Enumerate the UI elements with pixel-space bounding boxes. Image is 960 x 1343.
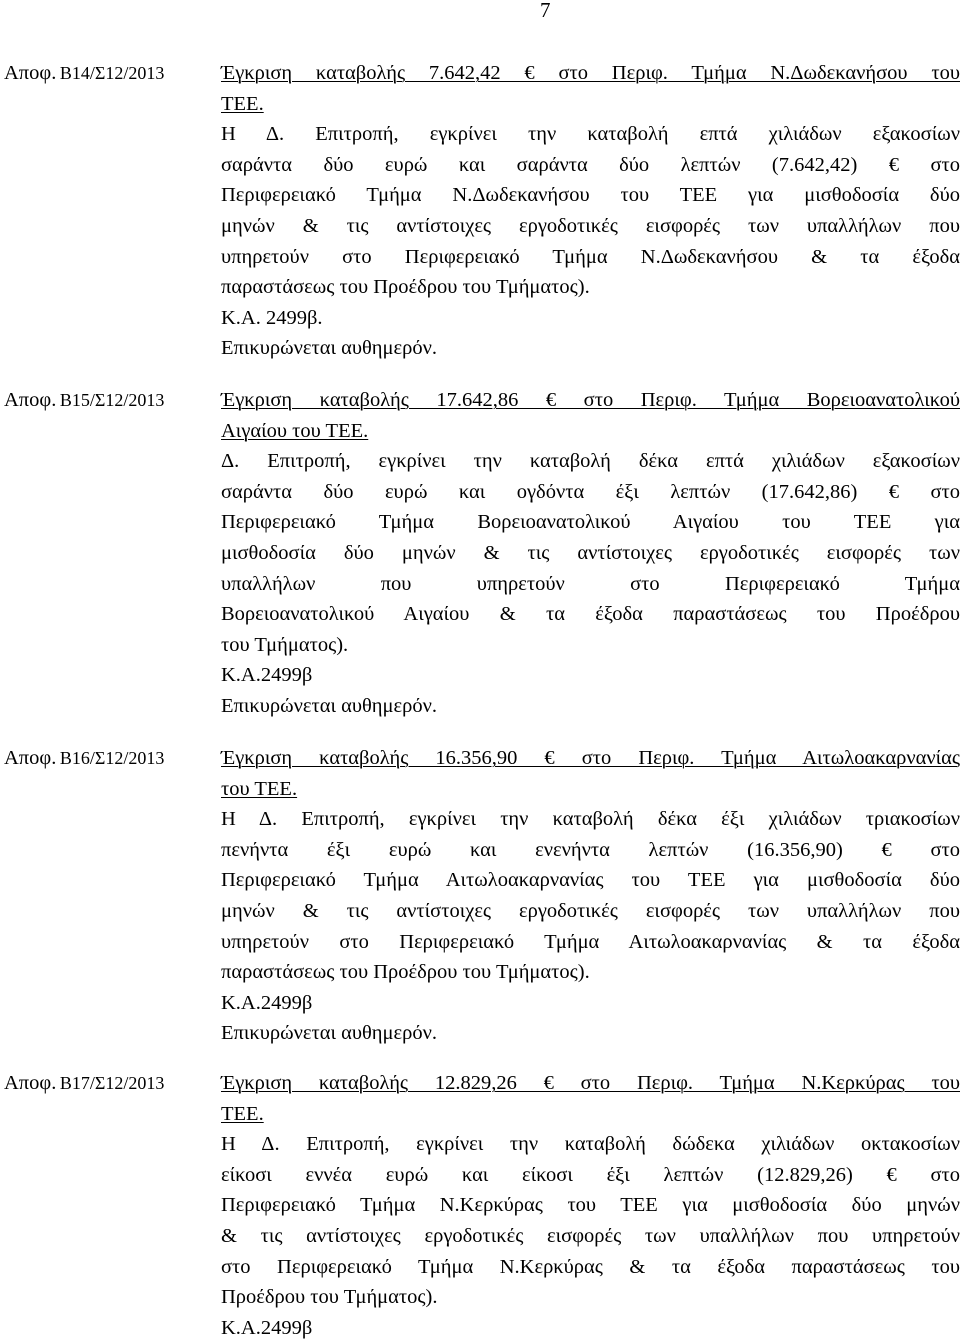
decision-body-line: Η Δ. Επιτροπή, εγκρίνει την καταβολή δέκα έξι χιλιάδων τριακοσίων bbox=[221, 808, 960, 831]
decision-body-line: μηνών & τις αντίστοιχες εργοδοτικές εισφορές των υπαλλήλων που bbox=[221, 899, 960, 922]
decision-code: Β15/Σ12/2013 bbox=[59, 390, 165, 410]
budget-code: Κ.Α. 2499β. bbox=[221, 306, 323, 329]
confirmation-text: Επικυρώνεται αυθημερόν. bbox=[221, 1022, 437, 1045]
decision-body-line: & τις αντίστοιχες εργοδοτικές εισφορές των υπαλλήλων που υπηρετούν bbox=[221, 1224, 960, 1247]
decision-code: Β14/Σ12/2013 bbox=[59, 63, 165, 83]
decision-body-line: του Τμήματος). bbox=[221, 633, 349, 656]
decision-body-line: Βορειοανατολικού Αιγαίου & τα έξοδα παραστάσεως του Προέδρου bbox=[221, 603, 960, 626]
decision-prefix: Αποφ. bbox=[4, 1072, 57, 1094]
decision-body-line: Η Δ. Επιτροπή, εγκρίνει την καταβολή επτά χιλιάδων εξακοσίων bbox=[221, 123, 960, 146]
decision-body-line: στο Περιφερειακό Τμήμα Ν.Κερκύρας & τα έξοδα παραστάσεως του bbox=[221, 1255, 960, 1278]
decision-body-line: Περιφερειακό Τμήμα Ν.Κερκύρας του ΤΕΕ για μισθοδοσία δύο μηνών bbox=[221, 1194, 960, 1217]
decision-code: Β16/Σ12/2013 bbox=[59, 748, 165, 768]
decision-content bbox=[221, 385, 960, 722]
decision-body-line: Περιφερειακό Τμήμα Βορειοανατολικού Αιγαίου του ΤΕΕ για bbox=[221, 511, 960, 534]
decision-body-line: Δ. Επιτροπή, εγκρίνει την καταβολή δέκα επτά χιλιάδων εξακοσίων bbox=[221, 450, 960, 473]
decision-body-line: σαράντα δύο ευρώ και σαράντα δύο λεπτών (7.642,42) € στο bbox=[221, 153, 960, 176]
decision-body-line: Περιφερειακό Τμήμα Ν.Δωδεκανήσου του ΤΕΕ για μισθοδοσία δύο bbox=[221, 184, 960, 207]
decision-body-line: Προέδρου του Τμήματος). bbox=[221, 1286, 438, 1309]
decision-subject-line: ΤΕΕ. bbox=[221, 92, 264, 115]
decision-body-line: Η Δ. Επιτροπή, εγκρίνει την καταβολή δώδεκα χιλιάδων οκτακοσίων bbox=[221, 1133, 960, 1156]
confirmation-text: Επικυρώνεται αυθημερόν. bbox=[221, 694, 437, 717]
decision-body-line: πενήντα έξι ευρώ και ενενήντα λεπτών (16.356,90) € στο bbox=[221, 838, 960, 861]
budget-code: Κ.Α.2499β bbox=[221, 1316, 313, 1339]
decision-body-line: παραστάσεως του Προέδρου του Τμήματος). bbox=[221, 276, 590, 299]
decision-prefix: Αποφ. bbox=[4, 62, 57, 84]
decision-reference bbox=[4, 58, 164, 88]
decision-subject-line: ΤΕΕ. bbox=[221, 1102, 264, 1125]
decision-body-line: υπηρετούν στο Περιφερειακό Τμήμα Αιτωλοακαρνανίας & τα έξοδα bbox=[221, 930, 960, 953]
decision-body-line: μισθοδοσία δύο μηνών & τις αντίστοιχες εργοδοτικές εισφορές των bbox=[221, 541, 960, 564]
decision-code: Β17/Σ12/2013 bbox=[59, 1073, 165, 1093]
page-number: 7 bbox=[540, 0, 551, 22]
budget-code: Κ.Α.2499β bbox=[221, 664, 313, 687]
decision-subject-line: Έγκριση καταβολής 17.642,86 € στο Περιφ. Τμήμα Βορειοανατολικού bbox=[221, 389, 960, 411]
decision-subject-line: Αιγαίου του ΤΕΕ. bbox=[221, 419, 369, 442]
decision-body-line: σαράντα δύο ευρώ και ογδόντα έξι λεπτών (17.642,86) € στο bbox=[221, 480, 960, 503]
decision-content bbox=[221, 1068, 960, 1343]
decision-subject-line: Έγκριση καταβολής 12.829,26 € στο Περιφ. Τμήμα Ν.Κερκύρας του bbox=[221, 1072, 960, 1094]
decision-prefix: Αποφ. bbox=[4, 389, 57, 411]
decision-reference bbox=[4, 743, 164, 773]
decision-body-line: είκοσι εννέα ευρώ και είκοσι έξι λεπτών (12.829,26) € στο bbox=[221, 1163, 960, 1186]
decision-body-line: παραστάσεως του Προέδρου του Τμήματος). bbox=[221, 961, 590, 984]
decision-body-line: υπαλλήλων που υπηρετούν στο Περιφερειακό Τμήμα bbox=[221, 572, 960, 595]
decision-reference bbox=[4, 385, 164, 415]
decision-subject-line: Έγκριση καταβολής 16.356,90 € στο Περιφ. Τμήμα Αιτωλοακαρνανίας bbox=[221, 747, 960, 769]
decision-body-line: Περιφερειακό Τμήμα Αιτωλοακαρνανίας του ΤΕΕ για μισθοδοσία δύο bbox=[221, 869, 960, 892]
decision-prefix: Αποφ. bbox=[4, 747, 57, 769]
decision-reference bbox=[4, 1068, 164, 1098]
decision-content bbox=[221, 58, 960, 364]
decision-subject-line: Έγκριση καταβολής 7.642,42 € στο Περιφ. Τμήμα Ν.Δωδεκανήσου του bbox=[221, 62, 960, 84]
decision-body-line: μηνών & τις αντίστοιχες εργοδοτικές εισφορές των υπαλλήλων που bbox=[221, 214, 960, 237]
decision-subject-line: του ΤΕΕ. bbox=[221, 777, 298, 800]
decision-body-line: υπηρετούν στο Περιφερειακό Τμήμα Ν.Δωδεκανήσου & τα έξοδα bbox=[221, 245, 960, 268]
decision-content bbox=[221, 743, 960, 1049]
confirmation-text: Επικυρώνεται αυθημερόν. bbox=[221, 337, 437, 360]
budget-code: Κ.Α.2499β bbox=[221, 991, 313, 1014]
